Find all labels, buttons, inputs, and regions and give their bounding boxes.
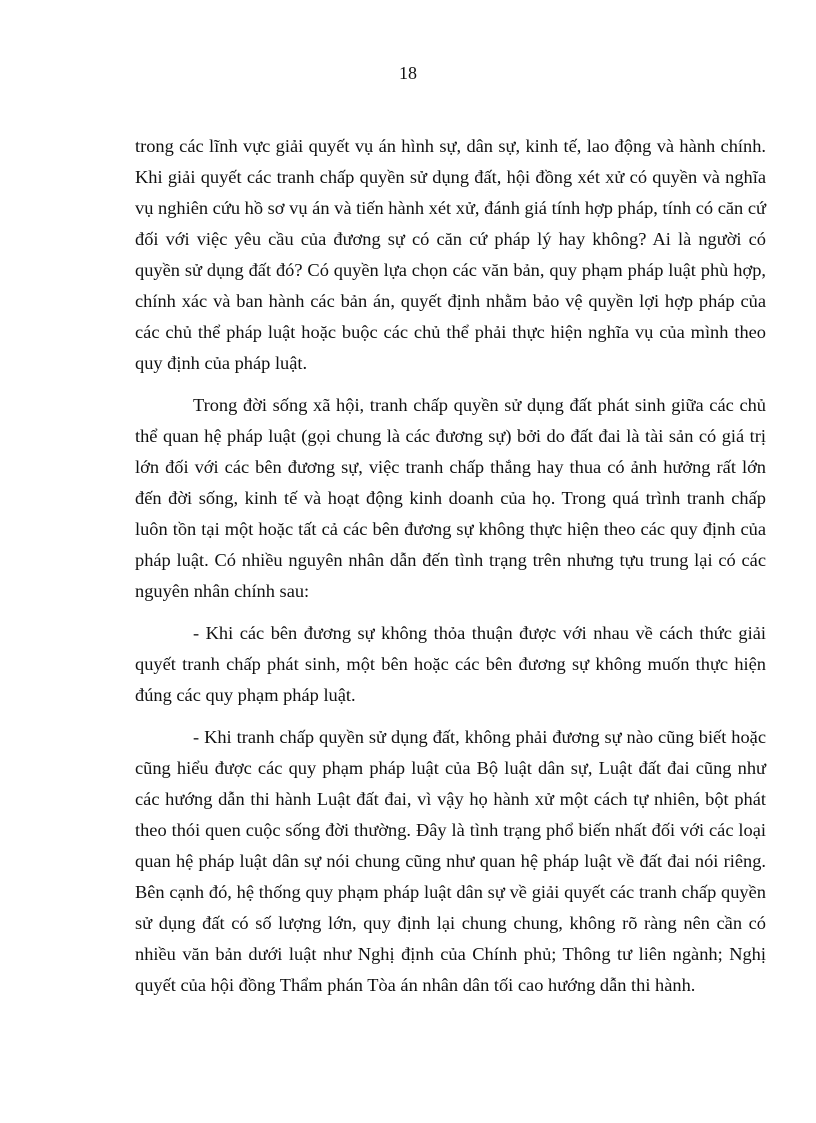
page-number: 18 xyxy=(399,63,417,83)
document-body xyxy=(135,131,766,1001)
paragraph-land-disputes: Trong đời sống xã hội, tranh chấp quyền sử dụng đất phát sinh giữa các chủ thể quan hệ pháp luật (gọi chung là các đương sự) bởi do đất đai là tài sản có giá trị lớn đối với các bên đương sự, việc tranh chấp thắng hay thua có ảnh hưởng rất lớn đến đời sống, kinh tế và hoạt động kinh doanh của họ. Trong quá trình tranh chấp luôn tồn tại một hoặc tất cả các bên đương sự không thực hiện theo các quy định của pháp luật. Có nhiều nguyên nhân dẫn đến tình trạng trên nhưng tựu trung lại có các nguyên nhân chính sau: xyxy=(135,395,766,601)
paragraph-cause-1: - Khi các bên đương sự không thỏa thuận được với nhau về cách thức giải quyết tranh chấp phát sinh, một bên hoặc các bên đương sự không muốn thực hiện đúng các quy phạm pháp luật. xyxy=(135,623,766,705)
paragraph-cause-2: - Khi tranh chấp quyền sử dụng đất, không phải đương sự nào cũng biết hoặc cũng hiểu được các quy phạm pháp luật của Bộ luật dân sự, Luật đất đai cũng như các hướng dẫn thi hành Luật đất đai, vì vậy họ hành xử một cách tự nhiên, bột phát theo thói quen cuộc sống đời thường. Đây là tình trạng phổ biến nhất đối với các loại quan hệ pháp luật dân sự nói chung cũng như quan hệ pháp luật về đất đai nói riêng. Bên cạnh đó, hệ thống quy phạm pháp luật dân sự về giải quyết các tranh chấp quyền sử dụng đất có số lượng lớn, quy định lại chung chung, không rõ ràng nên cần có nhiều văn bản dưới luật như Nghị định của Chính phủ; Thông tư liên ngành; Nghị quyết của hội đồng Thẩm phán Tòa án nhân dân tối cao hướng dẫn thi hành. xyxy=(135,727,766,995)
paragraph-continuation: trong các lĩnh vực giải quyết vụ án hình sự, dân sự, kinh tế, lao động và hành chính. Khi giải quyết các tranh chấp quyền sử dụng đất, hội đồng xét xử có quyền và nghĩa vụ nghiên cứu hồ sơ vụ án và tiến hành xét xử, đánh giá tính hợp pháp, tính có căn cứ đối với việc yêu cầu của đương sự có căn cứ pháp lý hay không? Ai là người có quyền sử dụng đất đó? Có quyền lựa chọn các văn bản, quy phạm pháp luật phù hợp, chính xác và ban hành các bản án, quyết định nhằm bảo vệ quyền lợi hợp pháp của các chủ thể pháp luật hoặc buộc các chủ thể phải thực hiện nghĩa vụ của mình theo quy định của pháp luật. xyxy=(135,136,766,373)
